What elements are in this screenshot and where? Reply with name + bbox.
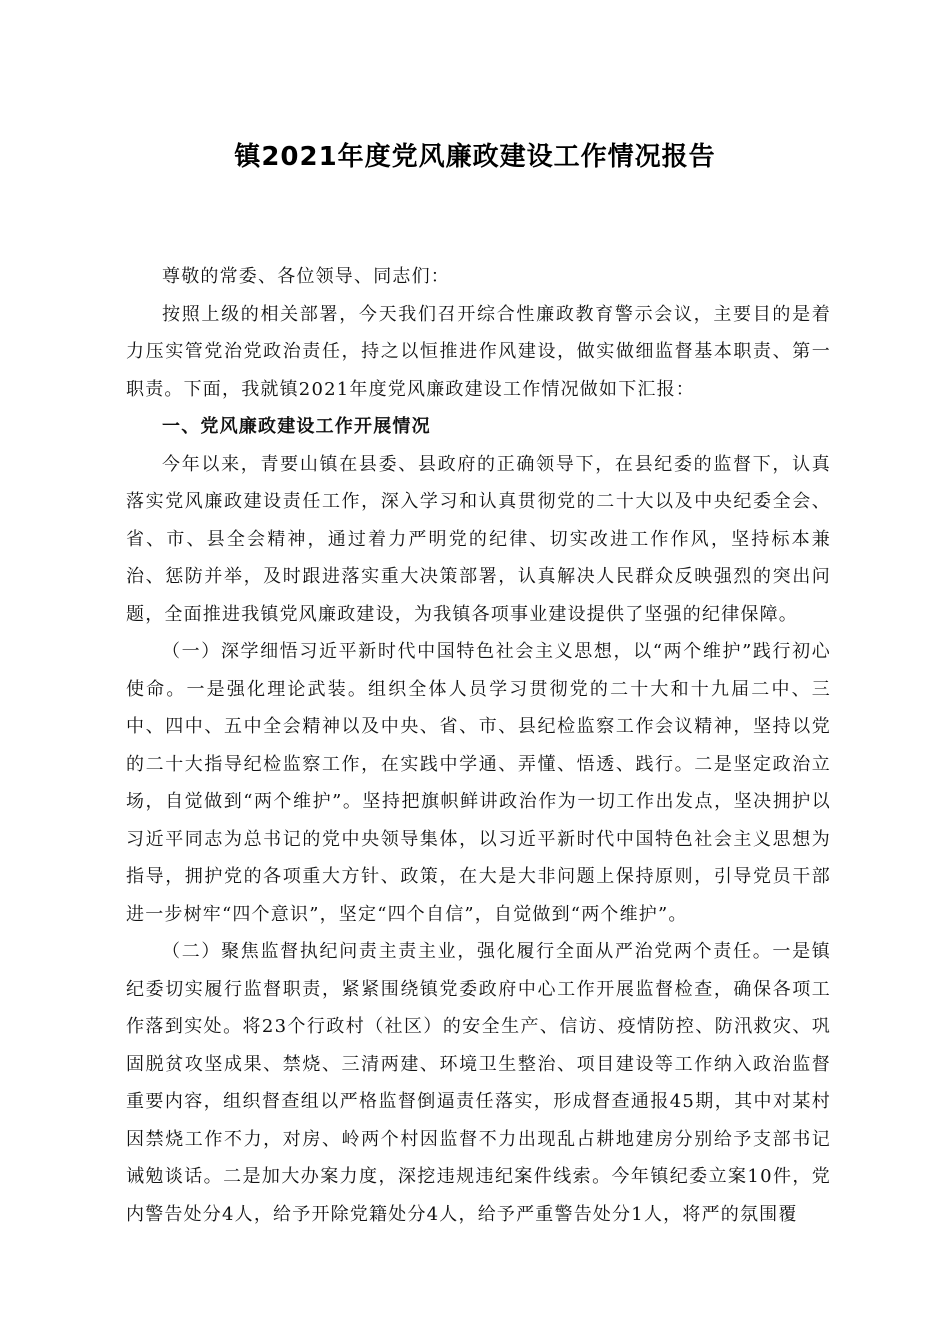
paragraph-intro: 按照上级的相关部署，今天我们召开综合性廉政教育警示会议，主要目的是着力压实管党治党政治责任，持之以恒推进作风建设，做实做细监督基本职责、第一职责。下面，我就镇2021年度党风廉政建设工作情况做如下汇报：	[126, 303, 831, 400]
paragraph-subsection-2: （二）聚焦监督执纪问责主责主业，强化履行全面从严治党两个责任。一是镇纪委切实履行监督职责，紧紧围绕镇党委政府中心工作开展监督检查，确保各项工作落到实处。将23个行政村（社区）的安全生产、信访、疫情防控、防汛救灾、巩固脱贫攻坚成果、禁烧、三清两建、环境卫生整治、项目建设等工作纳入政治监督重要内容，组织督查组以严格监督倒逼责任落实，形成督查通报45期，其中对某村因禁烧工作不力，对房、岭两个村因监督不力出现乱占耕地建房分别给予支部书记诫勉谈话。二是加大办案力度，深挖违规违纪案件线索。今年镇纪委立案10件，党内警告处分4人，给予开除党籍处分4人，给予严重警告处分1人，将严的氛围覆	[126, 941, 831, 1225]
document-body	[126, 258, 831, 1233]
paragraph-subsection-1: （一）深学细悟习近平新时代中国特色社会主义思想，以“两个维护”践行初心使命。一是强化理论武装。组织全体人员学习贯彻党的二十大和十九届二中、三中、四中、五中全会精神以及中央、省、市、县纪检监察工作会议精神，坚持以党的二十大指导纪检监察工作，在实践中学通、弄懂、悟透、践行。二是坚定政治立场，自觉做到“两个维护”。坚持把旗帜鲜讲政治作为一切工作出发点，坚决拥护以习近平同志为总书记的党中央领导集体，以习近平新时代中国特色社会主义思想为指导，拥护党的各项重大方针、政策，在大是大非问题上保持原则，引导党员干部进一步树牢“四个意识”，坚定“四个自信”，自觉做到“两个维护”。	[126, 641, 831, 925]
salutation: 尊敬的常委、各位领导、同志们：	[162, 266, 450, 287]
document-title: 镇2021年度党风廉政建设工作情况报告	[234, 142, 716, 172]
section-heading: 一、党风廉政建设工作开展情况	[162, 416, 431, 437]
paragraph-overview: 今年以来，青要山镇在县委、县政府的正确领导下，在县纪委的监督下，认真落实党风廉政建设责任工作，深入学习和认真贯彻党的二十大以及中央纪委全会、省、市、县全会精神，通过着力严明党的纪律、切实改进工作作风，坚持标本兼治、惩防并举，及时跟进落实重大决策部署，认真解决人民群众反映强烈的突出问题，全面推进我镇党风廉政建设，为我镇各项事业建设提供了坚强的纪律保障。	[126, 453, 831, 625]
